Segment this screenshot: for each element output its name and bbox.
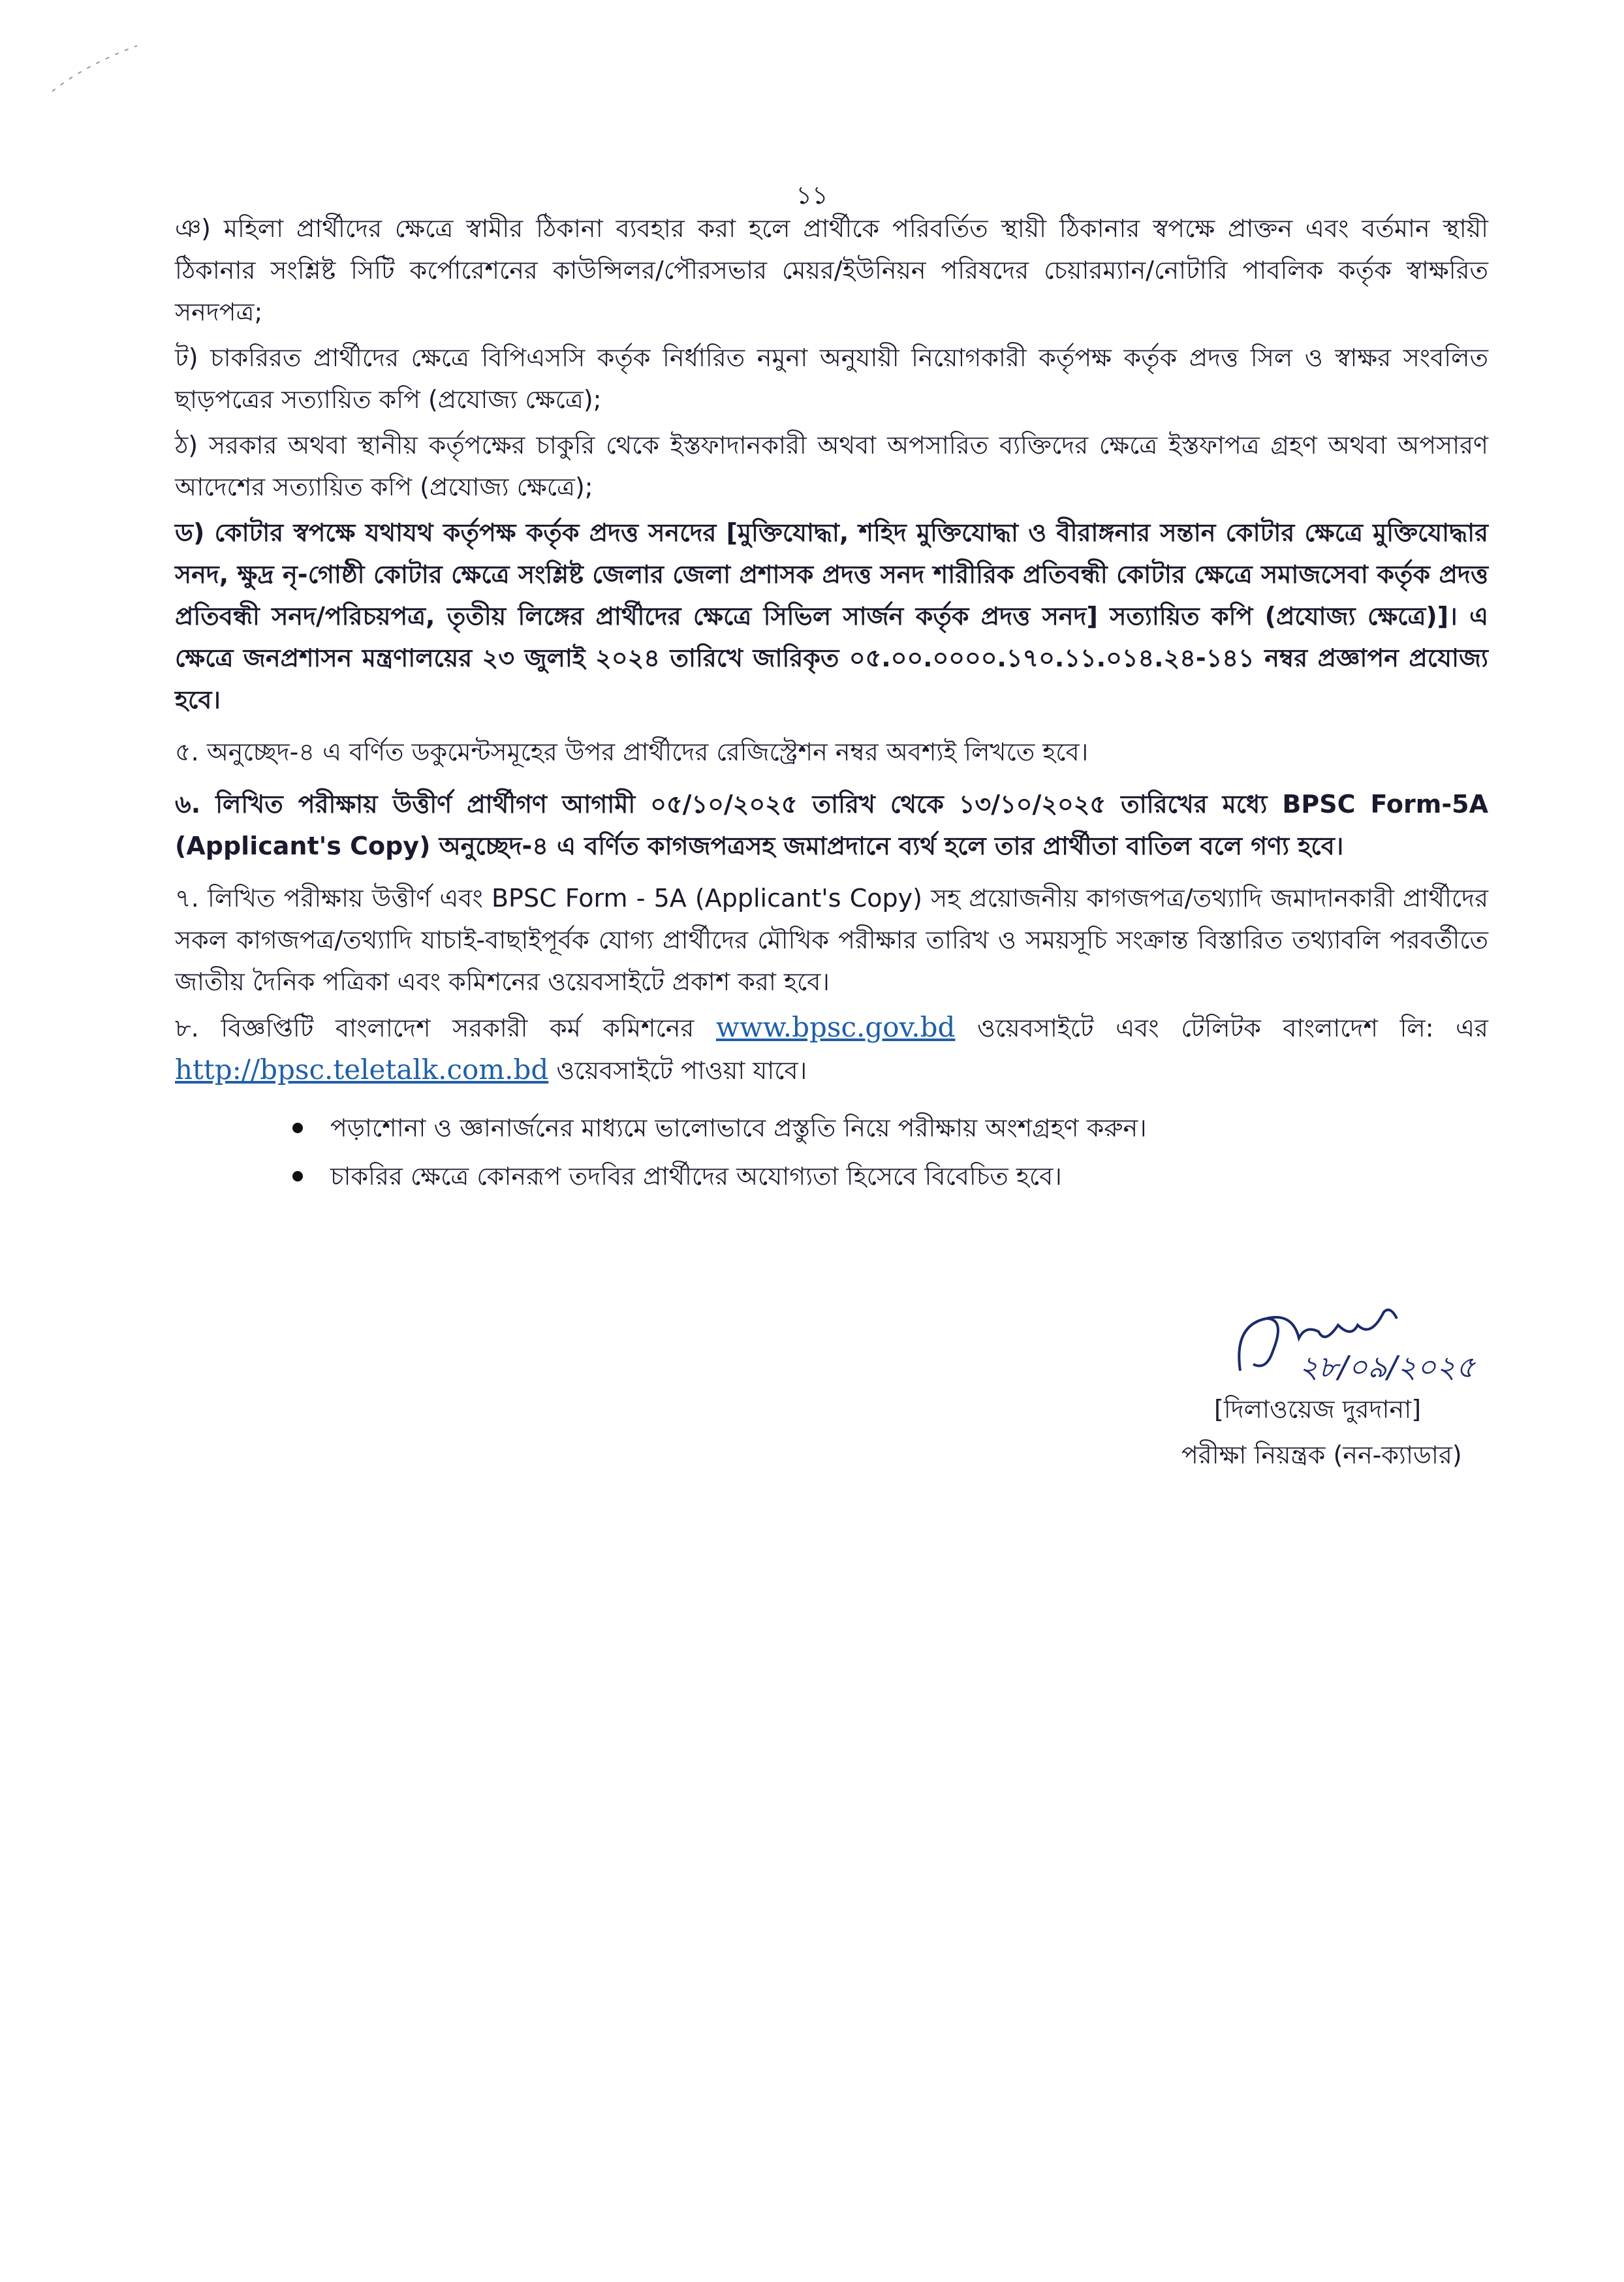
page-number: ১১ [796, 181, 828, 210]
bullet-item [330, 1107, 1488, 1149]
item-ta: ট) চাকরিরত প্রার্থীদের ক্ষেত্রে বিপিএসসি কর্তৃক নির্ধারিত নমুনা অনুযায়ী নিয়োগকারী কর্তৃপক্ষ কর্তৃক প্রদত্ত সিল ও স্বাক্ষর সংবলিত ছাড়পত্রের সত্যায়িত কপি (প্রযোজ্য ক্ষেত্রে); [175, 343, 1488, 414]
section-7: ৭. লিখিত পরীক্ষায় উত্তীর্ণ এবং BPSC Form - 5A (Applicant's Copy) সহ প্রয়োজনীয় কাগজপত্র/তথ্যাদি জমাদানকারী প্রার্থীদের সকল কাগজপত্র/তথ্যাদি যাচাই-বাছাইপূর্বক যোগ্য প্রার্থীদের মৌখিক পরীক্ষার তারিখ ও সময়সূচি সংক্রান্ত বিস্তারিত তথ্যাবলি পরবর্তীতে জাতীয় দৈনিক পত্রিকা এবং কমিশনের ওয়েবসাইটে প্রকাশ করা হবে। [175, 884, 1488, 996]
svg-text:২৮/০৯/২০২৫: ২৮/০৯/২০২৫ [1299, 1349, 1476, 1384]
bullet-item [330, 1155, 1488, 1197]
section-8-text-a: ৮. বিজ্ঞপ্তিটি বাংলাদেশ সরকারী কর্ম কমিশনের [175, 1014, 695, 1042]
teletalk-website-link[interactable]: http://bpsc.teletalk.com.bd [175, 1054, 549, 1086]
section-6: ৬. লিখিত পরীক্ষায় উত্তীর্ণ প্রার্থীগণ আগামী ০৫/১০/২০২৫ তারিখ থেকে ১৩/১০/২০২৫ তারিখের মধ্যে BPSC Form-5A (Applicant's Copy) অনুচ্ছেদ-৪ এ বর্ণিত কাগজপত্রসহ জমাপ্রদানে ব্যর্থ হলে তার প্রার্থীতা বাতিল বলে গণ্য হবে। [175, 790, 1488, 860]
bullet-list [175, 1107, 1488, 1197]
signatory-designation: পরীক্ষা নিয়ন্ত্রক (নন-ক্যাডার) [1181, 1441, 1462, 1469]
document-body [175, 208, 1488, 1204]
bpsc-website-link[interactable]: www.bpsc.gov.bd [715, 1011, 956, 1043]
item-nio: ঞ) মহিলা প্রার্থীদের ক্ষেত্রে স্বামীর ঠিকানা ব্যবহার করা হলে প্রার্থীকে পরিবর্তিত স্থায়ী ঠিকানার স্বপক্ষে প্রাক্তন এবং বর্তমান স্থায়ী ঠিকানার সংশ্লিষ্ট সিটি কর্পোরেশনের কাউন্সিলর/পৌরসভার মেয়র/ইউনিয়ন পরিষদের চেয়ারম্যান/নোটারি পাবলিক কর্তৃক স্বাক্ষরিত সনদপত্র; [175, 214, 1488, 326]
section-8-text-b: ওয়েবসাইটে এবং টেলিটক বাংলাদেশ লি: এর [976, 1014, 1488, 1042]
item-da: ড) কোটার স্বপক্ষে যথাযথ কর্তৃপক্ষ কর্তৃক প্রদত্ত সনদের [মুক্তিযোদ্ধা, শহিদ মুক্তিযোদ্ধা ও বীরাঙ্গনার সন্তান কোটার ক্ষেত্রে মুক্তিযোদ্ধার সনদ, ক্ষুদ্র নৃ-গোষ্ঠী কোটার ক্ষেত্রে সংশ্লিষ্ট জেলার জেলা প্রশাসক প্রদত্ত সনদ শারীরিক প্রতিবন্ধী কোটার ক্ষেত্রে সমাজসেবা কর্তৃক প্রদত্ত প্রতিবন্ধী সনদ/পরিচয়পত্র, তৃতীয় লিঙ্গের প্রার্থীদের ক্ষেত্রে সিভিল সার্জন কর্তৃক প্রদত্ত সনদ] সত্যায়িত কপি (প্রযোজ্য ক্ষেত্রে)]। এ ক্ষেত্রে জনপ্রশাসন মন্ত্রণালয়ের ২৩ জুলাই ২০২৪ তারিখে জারিকৃত ০৫.০০.০০০০.১৭০.১১.০১৪.২৪-১৪১ নম্বর প্রজ্ঞাপন প্রযোজ্য হবে। [175, 518, 1488, 714]
bullet-text: চাকরির ক্ষেত্রে কোনরূপ তদবির প্রার্থীদের অযোগ্যতা হিসেবে বিবেচিত হবে। [330, 1162, 1062, 1191]
bullet-icon [292, 1123, 303, 1133]
bullet-text: পড়াশোনা ও জ্ঞানার্জনের মাধ্যমে ভালোভাবে প্রস্তুতি নিয়ে পরীক্ষায় অংশগ্রহণ করুন। [330, 1114, 1147, 1142]
section-8 [175, 1007, 1488, 1091]
signatory-name: [দিলাওয়েজ দুরদানা] [1214, 1395, 1422, 1424]
section-8-text-c: ওয়েবসাইটে পাওয়া যাবে। [556, 1056, 807, 1085]
scan-mark [46, 33, 144, 98]
bullet-icon [292, 1171, 303, 1181]
item-tha: ঠ) সরকার অথবা স্থানীয় কর্তৃপক্ষের চাকুরি থেকে ইস্তফাদানকারী অথবা অপসারিত ব্যক্তিদের ক্ষেত্রে ইস্তফাপত্র গ্রহণ অথবা অপসারণ আদেশের সত্যায়িত কপি (প্রযোজ্য ক্ষেত্রে); [175, 431, 1488, 501]
signature-image [1227, 1299, 1488, 1397]
section-5: ৫. অনুচ্ছেদ-৪ এ বর্ণিত ডকুমেন্টসমূহের উপর প্রার্থীদের রেজিস্ট্রেশন নম্বর অবশ্যই লিখতে হবে। [175, 738, 1089, 766]
